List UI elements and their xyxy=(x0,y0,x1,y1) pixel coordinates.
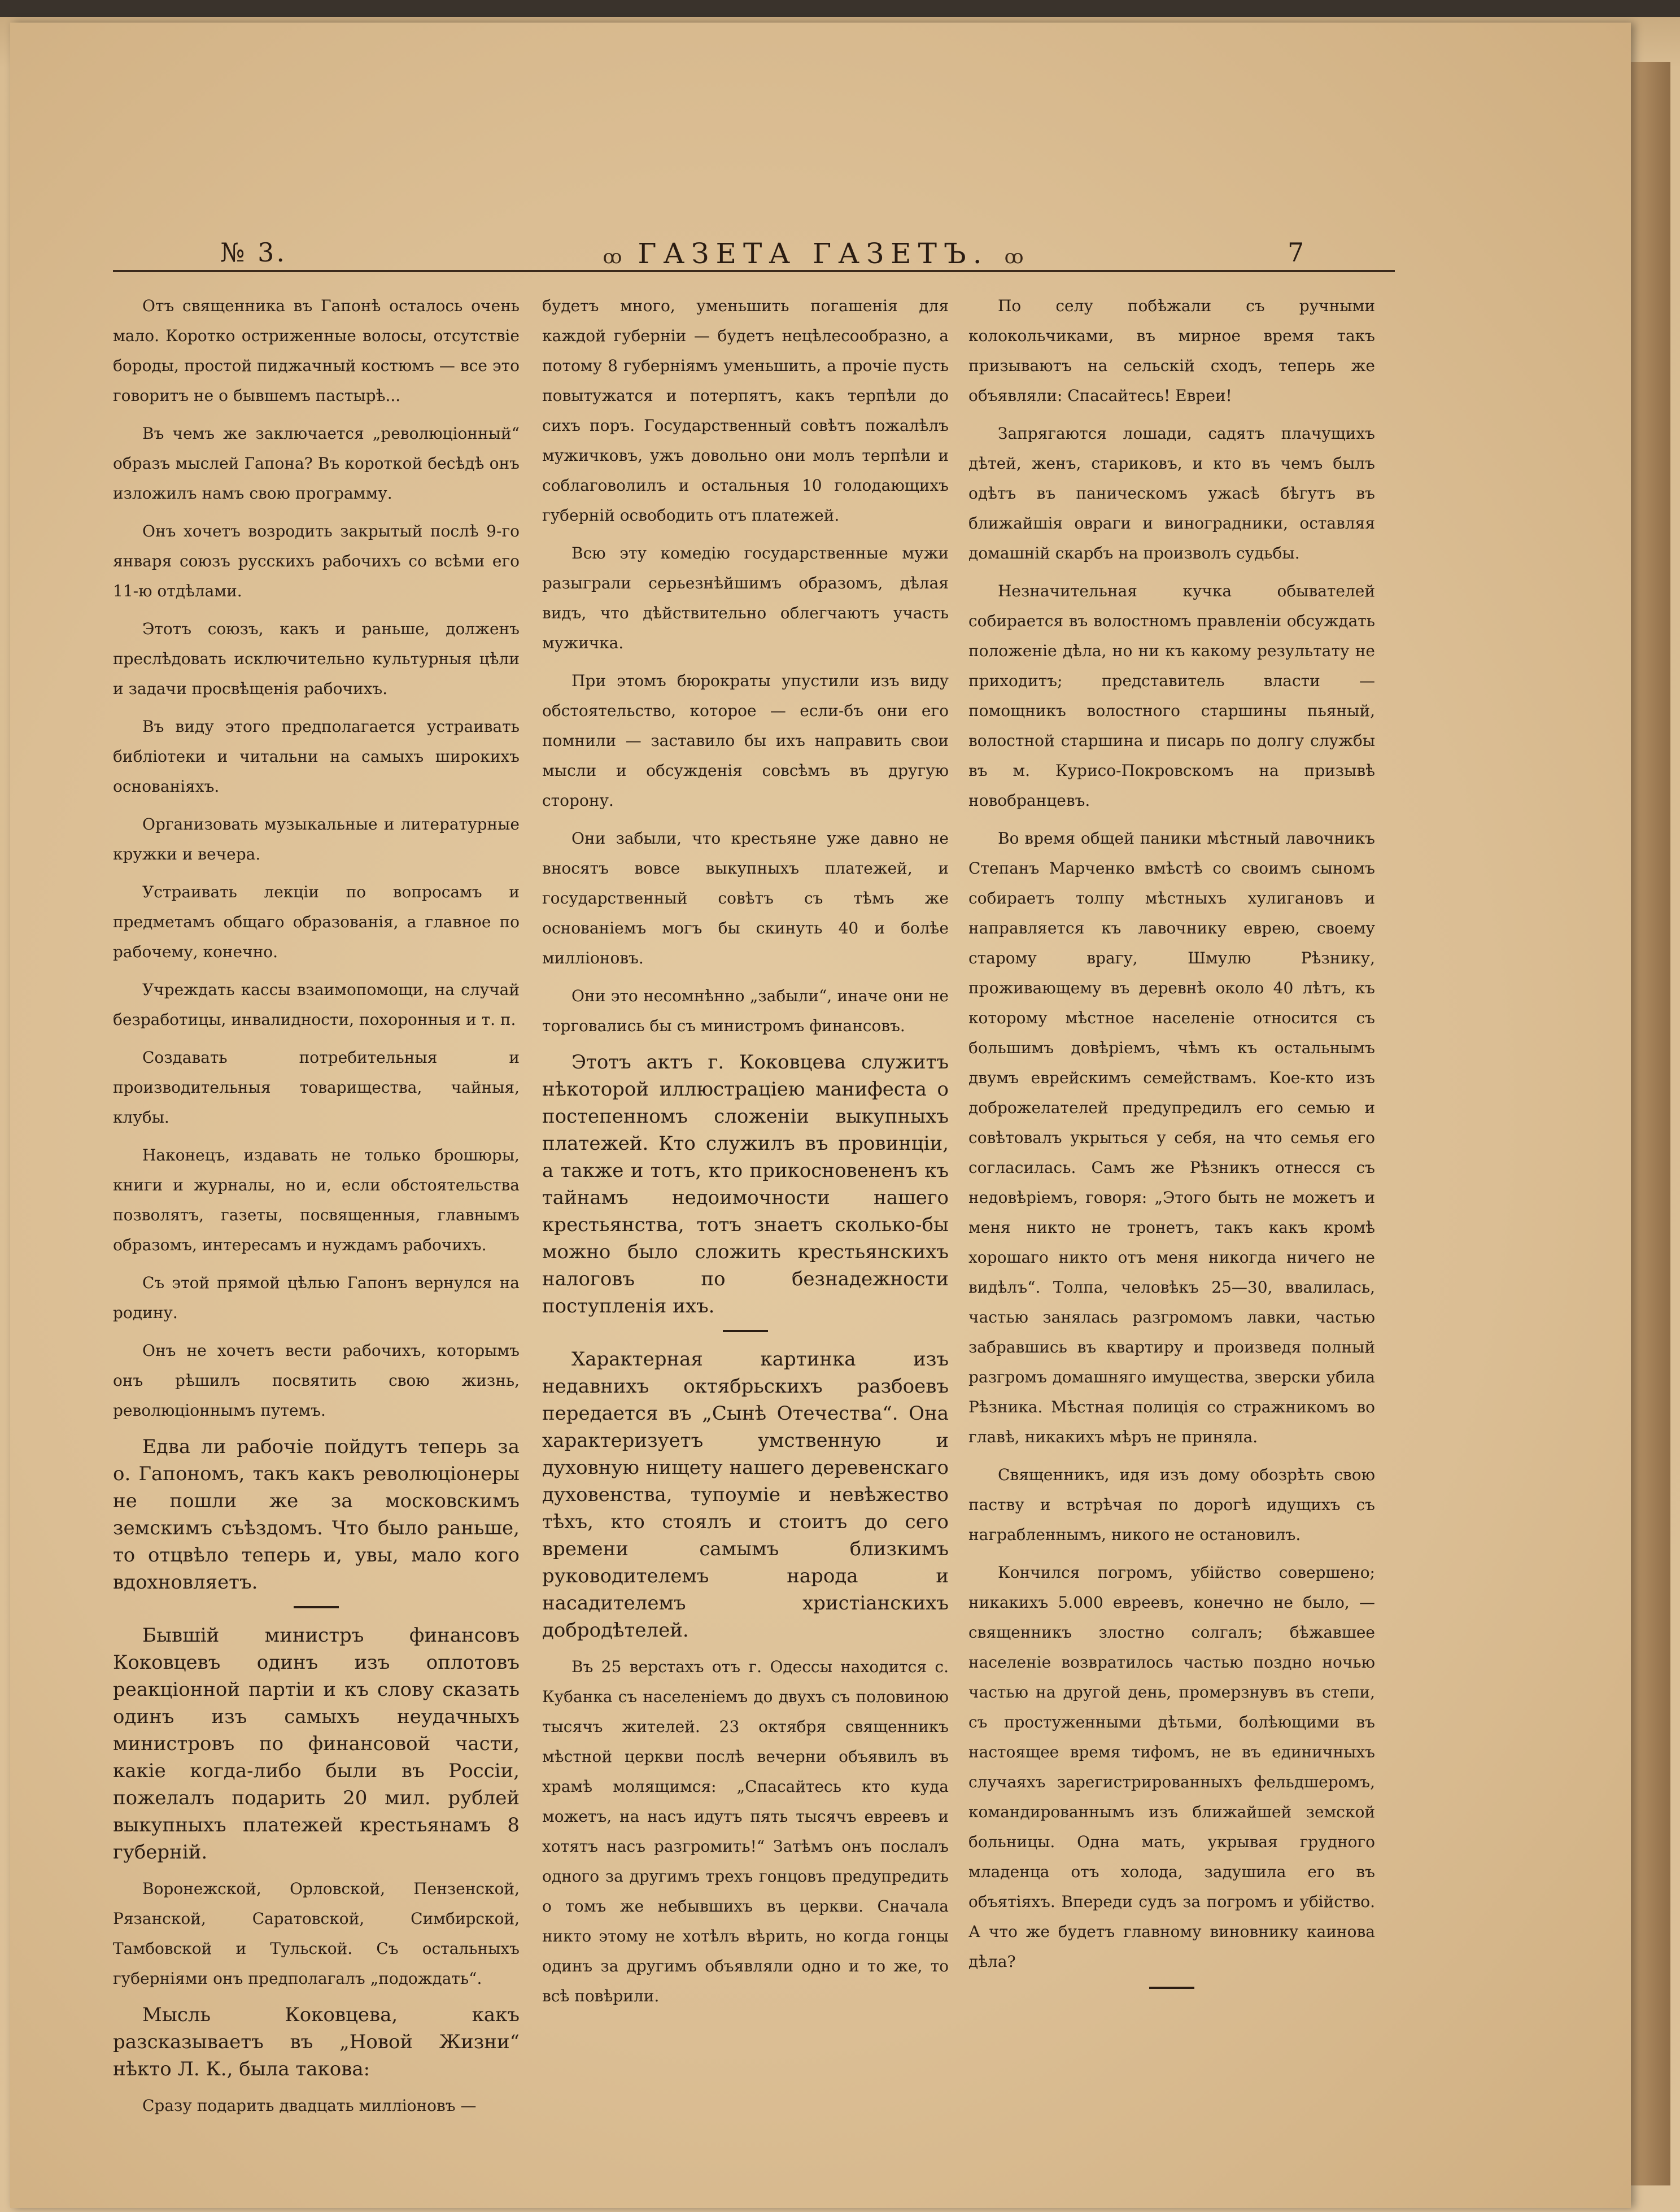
paragraph: Бывшій министръ финансовъ Коковцевъ одинъ изъ оплотовъ реакціонной партіи и къ слову сказать одинъ изъ самыхъ неудачныхъ министровъ по финансовой части, какіе когда-либо были въ Россіи, пожелалъ подарить 20 мил. рублей выкупныхъ платежей крестьянамъ 8 губерній. xyxy=(113,1624,520,1864)
paragraph: Кончился погромъ, убійство совершено; никакихъ 5.000 евреевъ, конечно не было, — священникъ злостно солгалъ; бѣжавшее населеніе возвратилось частью поздно ночью частью на другой день, промерзнувъ въ степи, съ простуженными дѣтьми, болѣющими въ настоящее время тифомъ, не въ единичныхъ случаяхъ зарегистрированныхъ фельдшеромъ, командированнымъ изъ ближайшей земской больницы. Одна мать, укрывая грудного младенца отъ холода, задушила его въ объятіяхъ. Впереди судъ за погромъ и убійство. А что же будетъ главному виновнику каинова дѣла? xyxy=(968,1563,1375,1971)
paragraph: Священникъ, идя изъ дому обозрѣть свою паству и встрѣчая по дорогѣ идущихъ съ награбленнымъ, никого не остановилъ. xyxy=(968,1465,1375,1544)
ornament-left-icon: ꝏ xyxy=(603,246,622,268)
paragraph: Воронежской, Орловской, Пензенской, Рязанской, Саратовской, Симбирской, Тамбовской и Тульской. Съ остальныхъ губерніями онъ предполагалъ „подождать“. xyxy=(113,1879,520,1988)
article-separator xyxy=(723,1330,768,1332)
paragraph: При этомъ бюрократы упустили изъ виду обстоятельство, которое — если-бъ они его помнили — заставило бы ихъ направить свои мысли и обсужденія совсѣмъ въ другую сторону. xyxy=(542,671,949,810)
page-edge xyxy=(1631,62,1670,2185)
paragraph: Съ этой прямой цѣлью Гапонъ вернулся на родину. xyxy=(113,1273,520,1322)
page-number: 7 xyxy=(1288,237,1304,268)
paragraph: Запрягаются лошади, садятъ плачущихъ дѣтей, женъ, стариковъ, и кто въ чемъ былъ одѣтъ въ паническомъ ужасѣ бѣгутъ въ ближайшія овраги и виноградники, оставляя домашній скарбъ на произволъ судьбы. xyxy=(968,424,1375,562)
paragraph: Создавать потребительныя и производительныя товарищества, чайныя, клубы. xyxy=(113,1048,520,1127)
paragraph: Всю эту комедію государственные мужи разыграли серьезнѣйшимъ образомъ, дѣлая видъ, что дѣйствительно облегчаютъ участь мужичка. xyxy=(542,544,949,652)
paragraph: Отъ священника въ Гапонѣ осталось очень мало. Коротко остриженные волосы, отсутствіе бороды, простой пиджачный костюмъ — все это говоритъ не о бывшемъ пастырѣ... xyxy=(113,296,520,405)
paragraph: Устраивать лекціи по вопросамъ и предметамъ общаго образованія, а главное по рабочему, конечно. xyxy=(113,883,520,961)
article-separator xyxy=(1149,1987,1194,1989)
paragraph: Организовать музыкальные и литературные кружки и вечера. xyxy=(113,815,520,863)
newspaper-title xyxy=(559,237,1067,270)
paragraph: Этотъ актъ г. Коковцева служитъ нѣкоторой иллюстраціею манифеста о постепенномъ сложеніи выкупныхъ платежей. Кто служилъ въ провинціи, а также и тотъ, кто прикосновененъ къ тайнамъ недоимочности нашего крестьянства, тотъ знаетъ сколько-бы можно было сложить крестьянскихъ налоговъ по безнадежности поступленія ихъ. xyxy=(542,1051,949,1317)
paragraph: Во время общей паники мѣстный лавочникъ Степанъ Марченко вмѣстѣ со своимъ сыномъ собираетъ толпу мѣстныхъ хулигановъ и направляется къ лавочнику еврею, своему старому врагу, Шмулю Рѣзнику, проживающему въ деревнѣ около 40 лѣтъ, къ которому мѣстное населеніе относится съ большимъ довѣріемъ, чѣмъ къ остальнымъ двумъ еврейскимъ семействамъ. Кое-кто изъ доброжелателей предупредилъ его семью и совѣтовалъ укрыться у себя, на что семья его согласилась. Самъ же Рѣзникъ отнесся съ недовѣріемъ, говоря: „Этого быть не можетъ и меня никто не тронетъ, такъ какъ кромѣ хорошаго никто отъ меня никогда ничего не видѣлъ“. Толпа, человѣкъ 25—30, ввалилась, частью занялась разгромомъ лавки, частью забравшись въ квартиру и произведя полный разгромъ домашняго имущества, зверски убила Рѣзника. Мѣстная полиція со стражникомъ во главѣ, никакихъ мѣръ не приняла. xyxy=(968,829,1375,1446)
paragraph: Незначительная кучка обывателей собирается въ волостномъ правленіи обсуждать положеніе дѣла, но ни къ какому результату не приходитъ; представитель власти — помощникъ волостного старшины пьяный, волостной старшина и писарь по долгу службы въ м. Курисо-Покровскомъ на призывѣ новобранцевъ. xyxy=(968,582,1375,810)
paragraph: Они это несомнѣнно „забыли“, иначе они не торговались бы съ министромъ финансовъ. xyxy=(542,987,949,1035)
paragraph: Едва ли рабочіе пойдутъ теперь за о. Гапономъ, такъ какъ революціонеры не пошли же за московскимъ земскимъ съѣздомъ. Что было раньше, то отцвѣло теперь и, увы, мало кого вдохновляетъ. xyxy=(113,1436,520,1594)
article-separator xyxy=(294,1606,339,1608)
paragraph: Учреждать кассы взаимопомощи, на случай безработицы, инвалидности, похоронныя и т. п. xyxy=(113,980,520,1029)
paragraph: Наконецъ, издавать не только брошюры, книги и журналы, но и, если обстоятельства позволятъ, газеты, посвященныя, главнымъ образомъ, интересамъ и нуждамъ рабочихъ. xyxy=(113,1146,520,1254)
column-2 xyxy=(542,291,949,2019)
paragraph: Онъ хочетъ возродить закрытый послѣ 9-го января союзъ русскихъ рабочихъ со всѣми его 11-ю отдѣлами. xyxy=(113,522,520,600)
paragraph: Онъ не хочетъ вести рабочихъ, которымъ онъ рѣшилъ посвятить свою жизнь, революціоннымъ путемъ. xyxy=(113,1341,520,1420)
paragraph: Въ чемъ же заключается „революціонный“ образъ мыслей Гапона? Въ короткой бесѣдѣ онъ изложилъ намъ свою программу. xyxy=(113,424,520,503)
header-rule xyxy=(113,270,1395,272)
paragraph: Въ виду этого предполагается устраивать библіотеки и читальни на самыхъ широкихъ основаніяхъ. xyxy=(113,717,520,796)
paragraph: Характерная картинка изъ недавнихъ октябрьскихъ разбоевъ передается въ „Сынѣ Отечества“. Она характеризуетъ умственную и духовную нищету нашего деревенскаго духовенства, тупоуміе и невѣжество тѣхъ, кто стоялъ и стоитъ до сего времени самымъ близкимъ руководителемъ народа и насадителемъ христіанскихъ добродѣтелей. xyxy=(542,1348,949,1642)
paragraph: Этотъ союзъ, какъ и раньше, долженъ преслѣдовать исключительно культурныя цѣли и задачи просвѣщенія рабочихъ. xyxy=(113,619,520,698)
paragraph: Они забыли, что крестьяне уже давно не вносятъ вовсе выкупныхъ платежей, и государственный совѣтъ съ тѣмъ же основаніемъ могъ бы скинуть 40 и болѣе милліоновъ. xyxy=(542,829,949,967)
paragraph: Сразу подарить двадцать милліоновъ — xyxy=(142,2096,477,2115)
newspaper-title-text: ГАЗЕТА ГАЗЕТЪ. xyxy=(638,237,989,270)
paragraph: Въ 25 верстахъ отъ г. Одессы находится с. Кубанка съ населеніемъ до двухъ съ половиною тысячъ жителей. 23 октября священникъ мѣстной церкви послѣ вечерни объявилъ въ храмѣ молящимся: „Спасайтесь кто куда можетъ, на насъ идутъ пять тысячъ евреевъ и хотятъ насъ разгромить!“ Затѣмъ онъ послалъ одного за другимъ трехъ гонцовъ предупредить о томъ же небывшихъ въ церкви. Сначала никто этому не хотѣлъ вѣрить, но когда гонцы одинъ за другимъ объявляли одно и то же, то всѣ повѣрили. xyxy=(542,1657,949,2005)
issue-number: № 3. xyxy=(220,237,287,268)
paragraph: Мысль Коковцева, какъ разсказываетъ въ „Новой Жизни“ нѣкто Л. К., была такова: xyxy=(113,2004,520,2080)
column-3 xyxy=(968,291,1375,2002)
paragraph: будетъ много, уменьшить погашенія для каждой губерніи — будетъ нецѣлесообразно, а потому 8 губерніямъ уменьшить, а прочіе пусть повытужатся и потерпятъ, какъ терпѣли до сихъ поръ. Государственный совѣтъ пожалѣлъ мужичковъ, ужъ довольно они молъ терпѣли и соблаговолилъ и остальныя 10 голодающихъ губерній освободить отъ платежей. xyxy=(542,296,949,525)
ornament-right-icon: ꝏ xyxy=(1004,246,1024,268)
column-1 xyxy=(113,291,520,2128)
paragraph: По селу побѣжали съ ручными колокольчиками, въ мирное время такъ призываютъ на сельскій сходъ, теперь же объявляли: Спасайтесь! Евреи! xyxy=(968,296,1375,405)
